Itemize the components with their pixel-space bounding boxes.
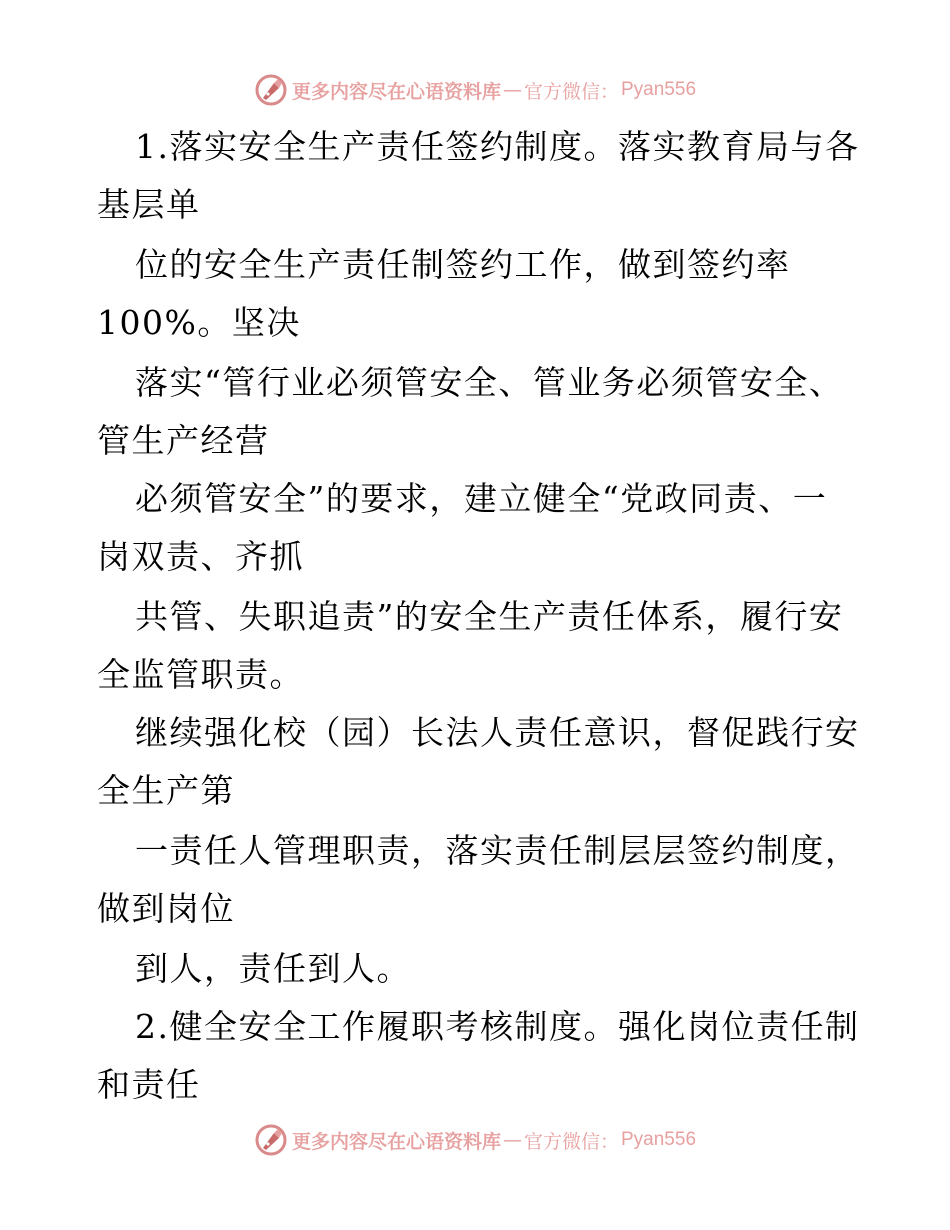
text-line: 共管、失职追责”的安全生产责任体系，履行安 [135, 597, 844, 636]
watermark-separator: — [502, 1129, 522, 1151]
text-line: 落实“管行业必须管安全、管业务必须管安全、 [135, 363, 844, 402]
watermark-site-text: 更多内容尽在心语资料库 [291, 80, 501, 103]
text-line: 2.健全安全工作履职考核制度。强化岗位责任制 [135, 1007, 860, 1046]
text-line: 岗双责、齐抓 [97, 537, 304, 576]
text-line: 基层单 [97, 185, 201, 224]
text-line: 继续强化校（园）长法人责任意识，督促践行安 [135, 713, 860, 752]
watermark-wechat-label: 官方微信： [523, 80, 619, 103]
text-line: 到人，责任到人。 [135, 949, 411, 988]
text-line: 一责任人管理职责，落实责任制层层签约制度， [135, 831, 860, 870]
text-line: 必须管安全”的要求，建立健全“党政同责、一 [135, 479, 828, 518]
pen-nib-logo-icon [254, 73, 288, 107]
text-line: 全监管职责。 [97, 655, 304, 694]
watermark-wechat-id: Pyan556 [621, 79, 697, 100]
text-line: 全生产第 [97, 771, 235, 810]
watermark-wechat-id: Pyan556 [621, 1129, 697, 1150]
watermark-wechat-label: 官方微信： [523, 1130, 619, 1153]
text-line: 做到岗位 [97, 889, 235, 928]
watermark-separator: — [502, 79, 522, 101]
text-line: 100%。坚决 [97, 303, 301, 342]
text-line: 1.落实安全生产责任签约制度。落实教育局与各 [135, 127, 860, 166]
text-line: 管生产经营 [97, 421, 270, 460]
header-watermark [0, 70, 950, 110]
text-line: 和责任 [97, 1065, 201, 1104]
watermark-site-text: 更多内容尽在心语资料库 [291, 1130, 501, 1153]
text-line: 位的安全生产责任制签约工作，做到签约率 [135, 245, 791, 284]
pen-nib-logo-icon [254, 1123, 288, 1157]
footer-watermark [0, 1120, 950, 1160]
